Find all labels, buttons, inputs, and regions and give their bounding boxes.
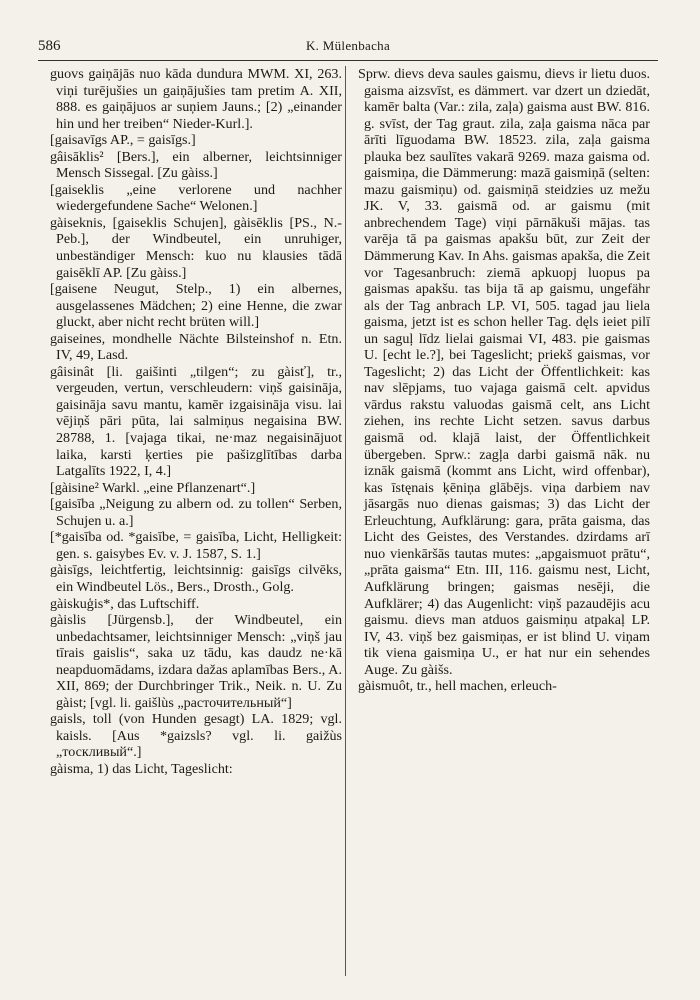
running-title: K. Mülenbacha — [305, 38, 391, 53]
entry: [gaisene Neugut, Stelp., 1) ein albernes, ausgelassenes Mädchen; 2) eine Henne, die zwar gluckt, aber nicht recht brüten will.] — [50, 281, 342, 331]
entry: guovs gaiņājās nuo kāda dundura MWM. XI, 263. viņi turējušies un gaiņājušies tam pretim A. XII, 888. es gaiņājuos ar suņiem Jauns.; [2) „einander hin und her treiben“ Nieder-Kurl.]. — [50, 66, 342, 132]
entry: gâisinât [li. gaišinti „tilgen“; zu gàisť], tr., vergeuden, vertun, verschleudern: viņš gaisināja, gaisināja savu mantu, kamēr izgaisināja visu. lai vējiņš pāri pūta, lai salmiņus negaisina BW. 28788, 1. [vajaga tikai, ne·maz negaisinājuot laika, karsti ķerties pie pašizglītības darba Latgalīts 1922, I, 4.] — [50, 363, 342, 480]
entry: gàisīgs, leichtfertig, leichtsinnig: gaisīgs cilvēks, ein Windbeutel Lös., Bers., Drosth., Golg. — [50, 562, 342, 595]
entry: gaisls, toll (von Hunden gesagt) LA. 1829; vgl. kaisls. [Aus *gaizsls? vgl. li. gaižùs „тоскливый“.] — [50, 711, 342, 761]
entry: gàismuôt, tr., hell machen, erleuch- — [358, 678, 557, 695]
page-number: 586 — [38, 38, 61, 54]
entry: gaiseines, mondhelle Nächte Bilsteinshof n. Etn. IV, 49, Lasd. — [50, 330, 342, 364]
entry: gàiseknis, [gaiseklis Schujen], gàisēklis [PS., N.-Peb.], der Windbeutel, ein unruhiger, unbeständiger Mensch: kuo nu klausies tādā gaisēklī AP. [Zu gàiss.] — [50, 214, 342, 281]
entry: [gaiseklis „eine verlorene und nachher wiedergefundene Sache“ Welonen.] — [50, 181, 342, 215]
entry: gàislis [Jürgensb.], der Windbeutel, ein unbedachtsamer, leichtsinniger Mensch: „viņš jau tīrais gaislis“, saka uz tādu, kas daudz ne·kā neapduomādams, izdara dažas aplamības Bers., A. XII, 869; der Durchbringer Trik., Neik. n. U. Zu gàist; [vgl. li. gaišlùs „расточительный“] — [50, 612, 342, 711]
right-column — [358, 66, 650, 695]
left-column — [50, 66, 342, 778]
entry: [*gaisība od. *gaisībe, = gaisība, Licht, Helligkeit: gen. s. gaisybes Ev. v. J. 1587, S. 1.] — [50, 529, 342, 562]
entry: gàiskuģis*, das Luftschiff. — [50, 595, 200, 612]
entry: [gaisība „Neigung zu albern od. zu tollen“ Serben, Schujen u. a.] — [50, 496, 342, 529]
entry: [gaisavīgs AP., = gaisīgs.] — [50, 132, 196, 149]
entry: [gàisine² Warkl. „eine Pflanzenart“.] — [50, 479, 256, 496]
entry: gâisāklis² [Bers.], ein alberner, leichtsinniger Mensch Sissegal. [Zu gàiss.] — [50, 148, 342, 182]
page-header — [38, 34, 658, 58]
entry: gàisma, 1) das Licht, Tageslicht: — [50, 760, 233, 777]
header-rule — [38, 60, 658, 61]
entry: Sprw. dievs deva saules gaismu, dievs ir lietu duos. gaisma aizsvīst, es dämmert. var dzert un dziedāt, kamēr balta (Var.: zila, zaļa) gaisma aust BW. 816. g. svīst, der Tag graut. zila, zaļa gaisma nāca par ārīti līguodama BW. 18523. zila, zaļa gaisma plauka bez saulītes vakarā 9269. maza gaisma od. gaismiņa, die Dämmerung: mazā gaismiņā (selten: mazu gaismiņu) od. gaismiņā steidzies uz mežu JK. V, 33. gaismā od. ar gaismu (mit anbrechendem Tage) viņi pārnākuši mājas. tas varēja tā pa gaismas apakšu būt, zur Zeit der Dämmerung Kav. In Ahs. gaismas apakša, die Zeit vor Tagesanbruch: ziemā apkuopj luopus pa gaismas apakšu. tas bija tā ap gaismu, ungefähr als der Tag anbrach LP. VI, 505. tagad jau liela gaisma, jetzt ist es schon heller Tag. dęls ieiet pilī un saguļ līdz lielai gaismai VI, 483. pie gaismas U. [echt le.?], bei Tageslicht; priekš gaismas, vor Tageslicht; 2) das Licht der Öffentlichkeit: kas nav slēpjams, tuo vajaga gaismā celt. apvidus vārdus rakstu valuodas gaismā celt, ans Licht ziehen, ins rechte Licht setzen. savus darbus gaismā od. klajā laist, der Öffentlichkeit übergeben. Sprw.: zagļa darbi gaismā nāk. nu iznāk gaismā (kommt ans Licht, wird offenbar), kas īstęnais ķēniņa glābējs. viņa darbiem nav jāsargās nuo dienas gaismas; 3) das Licht der Erleuchtung, Aufklärung: gara, prāta gaisma, das Licht des Geistes, des Verstandes. dzirdams arī nuo vienkāršās tautas mutes: „apgaismuot prātu“, „prāta gaisma“ Etn. III, 116. gaismu nest, Licht, Aufklärung bringen; gaismas nesēji, die Aufklärer; 4) das Augenlicht: viņš pazaudējis acu gaismu. dievs man atduos gaismiņu atpakaļ LP. IV, 43. viņš bez gaismiņas, er ist blind U. viņam tik viena gaismiņa U., er hat nur ein sehendes Auge. Zu gàišs. — [358, 66, 650, 678]
column-divider — [345, 66, 346, 976]
